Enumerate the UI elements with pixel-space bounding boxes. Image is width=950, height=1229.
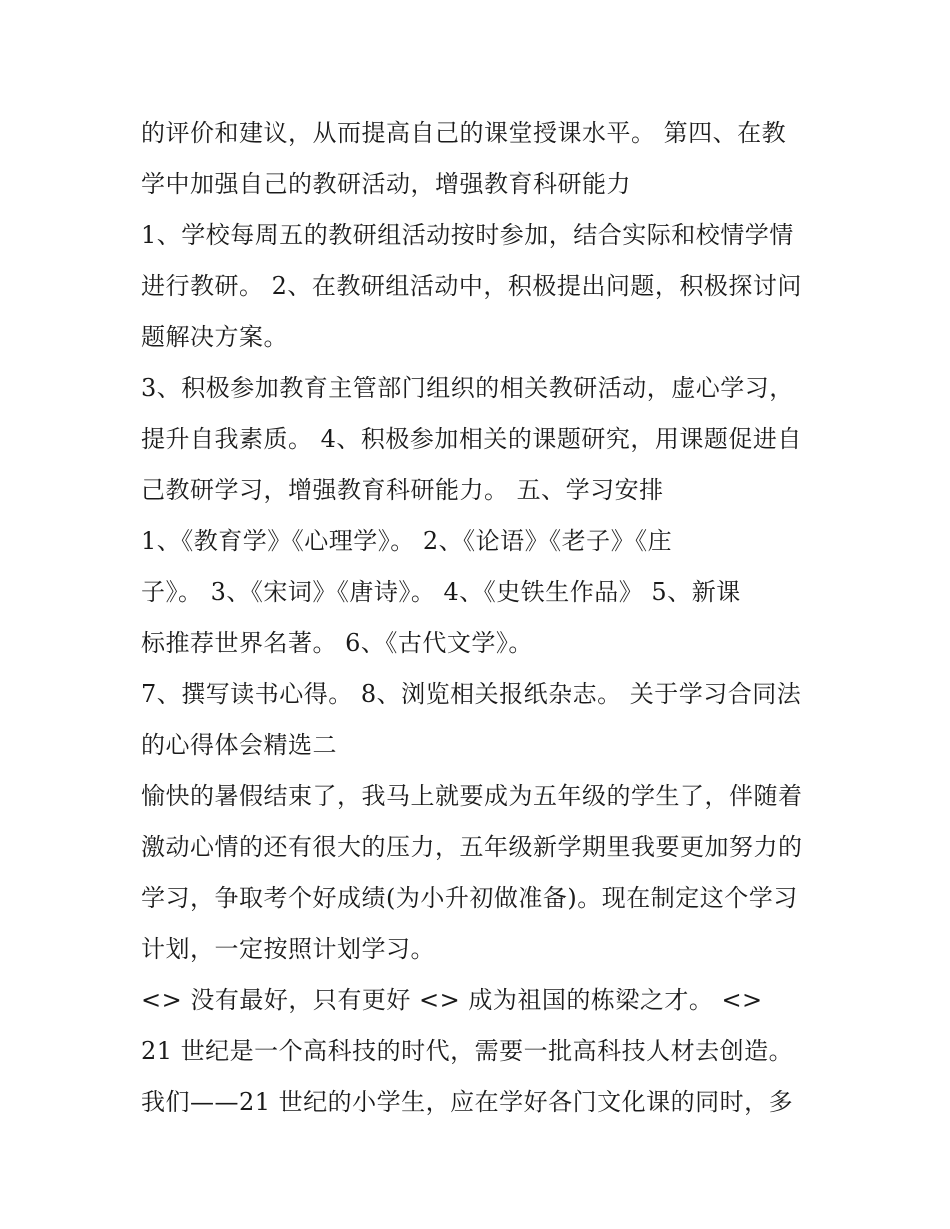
body-text <box>141 108 831 1128</box>
text-line: 我们——21 世纪的小学生，应在学好各门文化课的同时，多 <box>141 1088 794 1116</box>
text-line: 进行教研。 2、在教研组活动中，积极提出问题，积极探讨问 <box>141 272 802 300</box>
text-line: 21 世纪是一个高科技的时代，需要一批高科技人材去创造。 <box>141 1037 794 1065</box>
text-line: 标推荐世界名著。 6、《古代文学》。 <box>141 629 533 657</box>
text-line: 激动心情的还有很大的压力，五年级新学期里我要更加努力的 <box>141 833 803 861</box>
text-line: 7、撰写读书心得。 8、浏览相关报纸杂志。 关于学习合同法 <box>141 680 802 708</box>
text-line: <> 没有最好，只有更好 <> 成为祖国的栋梁之才。 <> <box>141 986 763 1014</box>
text-line: 子》。 3、《宋词》《唐诗》。 4、《史铁生作品》 5、新课 <box>141 578 741 606</box>
text-line: 的心得体会精选二 <box>141 731 337 759</box>
text-line: 学中加强自己的教研活动，增强教育科研能力 <box>141 170 631 198</box>
text-line: 题解决方案。 <box>141 323 288 351</box>
text-line: 1、《教育学》《心理学》。 2、《论语》《老子》《庄 <box>141 527 673 555</box>
text-line: 提升自我素质。 4、积极参加相关的课题研究，用课题促进自 <box>141 425 802 453</box>
text-line: 学习，争取考个好成绩(为小升初做准备)。现在制定这个学习 <box>141 884 798 912</box>
text-line: 计划，一定按照计划学习。 <box>141 935 435 963</box>
text-line: 3、积极参加教育主管部门组织的相关教研活动，虚心学习， <box>141 374 794 402</box>
text-line: 1、学校每周五的教研组活动按时参加，结合实际和校情学情 <box>141 221 794 249</box>
text-line: 愉快的暑假结束了，我马上就要成为五年级的学生了，伴随着 <box>141 782 803 810</box>
text-line: 的评价和建议，从而提高自己的课堂授课水平。 第四、在教 <box>141 119 787 147</box>
text-line: 己教研学习，增强教育科研能力。 五、学习安排 <box>141 476 664 504</box>
